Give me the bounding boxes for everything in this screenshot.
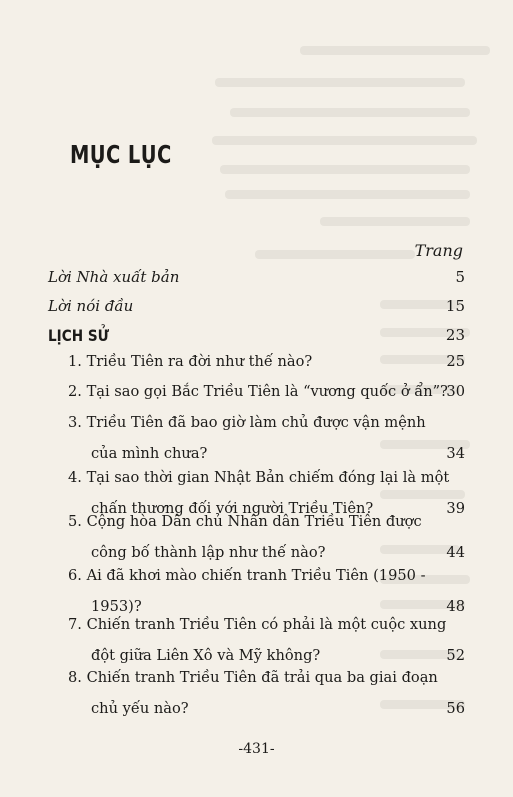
toc-question-7[interactable] (68, 610, 465, 671)
question-text: 3. Triều Tiên đã bao giờ làm chủ được vận mệnh (68, 414, 426, 431)
page-number: -431- (238, 741, 275, 757)
question-text: 7. Chiến tranh Triều Tiên có phải là một cuộc xung (68, 616, 447, 633)
question-text: 5. Cộng hòa Dân chủ Nhân dân Triều Tiên được (68, 513, 422, 530)
toc-heading: MỤC LỤC (70, 140, 172, 169)
toc-question-3[interactable] (68, 408, 465, 469)
question-text: 6. Ai đã khơi mào chiến tranh Triều Tiên (1950 - (68, 567, 426, 584)
question-text-continued: chấn thương đối với người Triều Tiên? (91, 499, 374, 517)
question-page: 48 (446, 597, 465, 615)
question-text-continued: đột giữa Liên Xô và Mỹ không? (91, 646, 321, 664)
question-text: 4. Tại sao thời gian Nhật Bản chiếm đóng lại là một (68, 469, 450, 486)
toc-question-8[interactable] (68, 663, 465, 724)
question-text-continued: công bố thành lập như thế nào? (91, 543, 326, 561)
toc-section-page: 23 (445, 326, 465, 344)
question-page: 30 (446, 383, 465, 400)
question-text: 1. Triều Tiên ra đời như thế nào? (68, 353, 313, 370)
question-page: 56 (446, 699, 465, 717)
question-page: 34 (446, 444, 465, 462)
question-text: 8. Chiến tranh Triều Tiên đã trải qua ba giai đoạn (68, 669, 438, 686)
toc-entry-title: Lời Nhà xuất bản (48, 268, 180, 286)
toc-question-2[interactable] (68, 377, 465, 408)
question-page: 52 (446, 646, 465, 664)
toc-entry-title: Lời nói đầu (48, 297, 134, 315)
toc-section-title: LỊCH SỬ (48, 326, 109, 345)
question-page: 44 (446, 543, 465, 561)
question-text-continued: của mình chưa? (91, 444, 208, 462)
page-column-label: Trang (414, 241, 463, 260)
toc-entry-page: 5 (455, 268, 465, 286)
toc-question-1[interactable] (68, 347, 465, 378)
question-text-continued: 1953)? (91, 597, 142, 615)
question-text: 2. Tại sao gọi Bắc Triều Tiên là “vương quốc ở ẩn”? (68, 383, 448, 400)
toc-question-5[interactable] (68, 507, 465, 568)
question-text-continued: chủ yếu nào? (91, 699, 189, 717)
question-page: 25 (446, 353, 465, 370)
question-page: 39 (446, 499, 465, 517)
toc-entry-page: 15 (445, 297, 465, 315)
